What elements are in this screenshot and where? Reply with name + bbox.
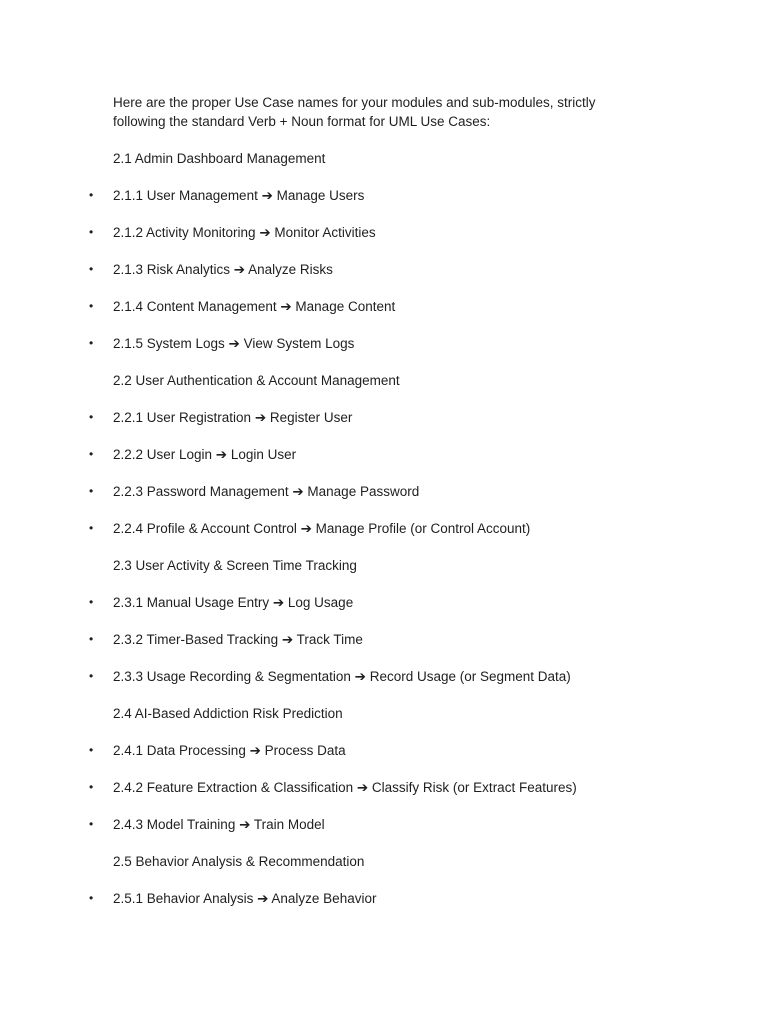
use-case-list: [89, 149, 633, 908]
line-text: 2.4.3 Model Training ➔ Train Model: [113, 817, 325, 832]
list-item: [89, 630, 633, 649]
line-text: 2.1.5 System Logs ➔ View System Logs: [113, 336, 355, 351]
line-text: 2.4.1 Data Processing ➔ Process Data: [113, 743, 346, 758]
bullet-icon: •: [89, 595, 94, 609]
list-item: [89, 408, 633, 427]
line-text: 2.1.1 User Management ➔ Manage Users: [113, 188, 365, 203]
bullet-icon: •: [89, 632, 94, 646]
line-text: 2.5 Behavior Analysis & Recommendation: [113, 854, 365, 869]
bullet-icon: •: [89, 521, 94, 535]
section-heading: [113, 556, 633, 575]
bullet-icon: •: [89, 447, 94, 461]
line-text: 2.3.2 Timer-Based Tracking ➔ Track Time: [113, 632, 363, 647]
bullet-icon: •: [89, 780, 94, 794]
list-item: [89, 260, 633, 279]
bullet-icon: •: [89, 669, 94, 683]
bullet-icon: •: [89, 410, 94, 424]
line-text: 2.4 AI-Based Addiction Risk Prediction: [113, 706, 343, 721]
list-item: [89, 297, 633, 316]
document-body: [89, 93, 633, 926]
list-item: [89, 223, 633, 242]
list-item: [89, 334, 633, 353]
line-text: 2.3.3 Usage Recording & Segmentation ➔ Record Usage (or Segment Data): [113, 669, 571, 684]
line-text: 2.2.4 Profile & Account Control ➔ Manage Profile (or Control Account): [113, 521, 531, 536]
bullet-icon: •: [89, 299, 94, 313]
list-item: [89, 482, 633, 501]
section-heading: [113, 149, 633, 168]
line-text: 2.3.1 Manual Usage Entry ➔ Log Usage: [113, 595, 354, 610]
list-item: [89, 667, 633, 686]
line-text: 2.1 Admin Dashboard Management: [113, 151, 326, 166]
list-item: [89, 889, 633, 908]
list-item: [89, 815, 633, 834]
bullet-icon: •: [89, 891, 94, 905]
bullet-icon: •: [89, 817, 94, 831]
list-item: [89, 519, 633, 538]
line-text: 2.1.2 Activity Monitoring ➔ Monitor Activities: [113, 225, 376, 240]
bullet-icon: •: [89, 484, 94, 498]
line-text: 2.2 User Authentication & Account Management: [113, 373, 400, 388]
line-text: 2.2.3 Password Management ➔ Manage Password: [113, 484, 420, 499]
bullet-icon: •: [89, 225, 94, 239]
line-text: 2.3 User Activity & Screen Time Tracking: [113, 558, 357, 573]
line-text: 2.1.3 Risk Analytics ➔ Analyze Risks: [113, 262, 333, 277]
section-heading: [113, 371, 633, 390]
intro-paragraph: Here are the proper Use Case names for your modules and sub-modules, strictly following the standard Verb + Noun format for UML Use Cases:: [113, 95, 596, 129]
bullet-icon: •: [89, 262, 94, 276]
list-item: [89, 741, 633, 760]
bullet-icon: •: [89, 743, 94, 757]
line-text: 2.5.1 Behavior Analysis ➔ Analyze Behavior: [113, 891, 377, 906]
line-text: 2.2.2 User Login ➔ Login User: [113, 447, 297, 462]
section-heading: [113, 704, 633, 723]
list-item: [89, 593, 633, 612]
bullet-icon: •: [89, 188, 94, 202]
list-item: [89, 445, 633, 464]
line-text: 2.4.2 Feature Extraction & Classification ➔ Classify Risk (or Extract Features): [113, 780, 577, 795]
section-heading: [113, 852, 633, 871]
line-text: 2.1.4 Content Management ➔ Manage Content: [113, 299, 396, 314]
list-item: [89, 186, 633, 205]
list-item: [89, 778, 633, 797]
line-text: 2.2.1 User Registration ➔ Register User: [113, 410, 353, 425]
bullet-icon: •: [89, 336, 94, 350]
